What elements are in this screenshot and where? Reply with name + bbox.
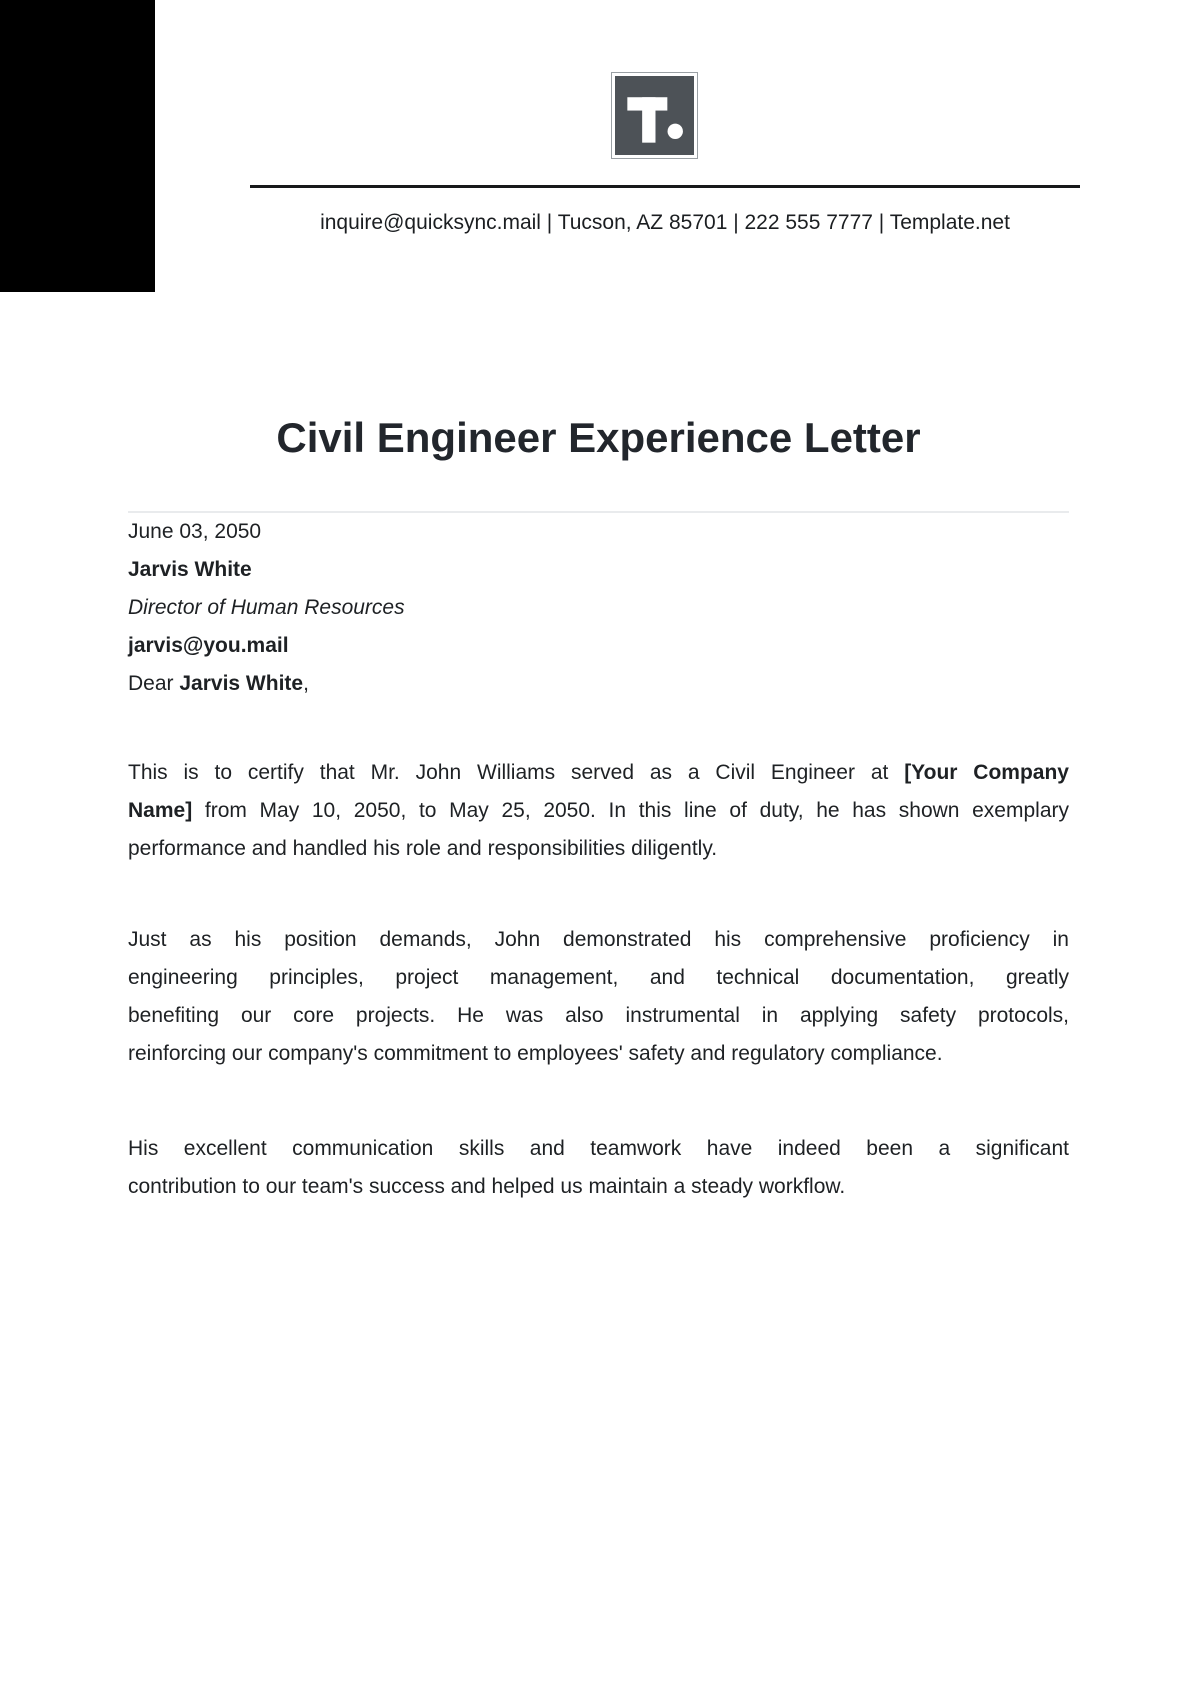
- paragraph-line: contribution to our team's success and helped us maintain a steady workflow.: [128, 1175, 846, 1198]
- letter-date: June 03, 2050: [128, 520, 262, 543]
- paragraph-3: [128, 1130, 1069, 1206]
- company-logo: [611, 72, 698, 159]
- paragraph-line: reinforcing our company's commitment to employees' safety and regulatory compliance.: [128, 1042, 943, 1065]
- recipient-name: Jarvis White: [128, 558, 252, 581]
- paragraph-line: Name] from May 10, 2050, to May 25, 2050. In this line of duty, he has shown exemplary: [128, 799, 1069, 822]
- t-dot-logo-icon: [615, 76, 694, 155]
- paragraph-1: [128, 754, 1069, 868]
- paragraph-line: performance and handled his role and responsibilities diligently.: [128, 837, 718, 860]
- paragraph-line: This is to certify that Mr. John Williams served as a Civil Engineer at [Your Company: [128, 761, 1069, 784]
- recipient-role: Director of Human Resources: [128, 596, 405, 619]
- paragraph-line: engineering principles, project management, and technical documentation, greatly: [128, 966, 1069, 989]
- document-title: Civil Engineer Experience Letter: [276, 414, 921, 461]
- paragraph-2: [128, 921, 1069, 1073]
- contact-line: inquire@quicksync.mail | Tucson, AZ 85701 | 222 555 7777 | Template.net: [320, 211, 1010, 234]
- recipient-email: jarvis@you.mail: [128, 634, 289, 657]
- greeting-line: Dear Jarvis White,: [128, 672, 309, 695]
- paragraph-line: Just as his position demands, John demonstrated his comprehensive proficiency in: [128, 928, 1069, 951]
- header-divider: [250, 185, 1080, 188]
- corner-decoration-block: [0, 0, 155, 292]
- letter-body: [128, 513, 1069, 1206]
- paragraph-line: benefiting our core projects. He was also instrumental in applying safety protocols,: [128, 1004, 1069, 1027]
- paragraph-line: His excellent communication skills and teamwork have indeed been a significant: [128, 1137, 1069, 1160]
